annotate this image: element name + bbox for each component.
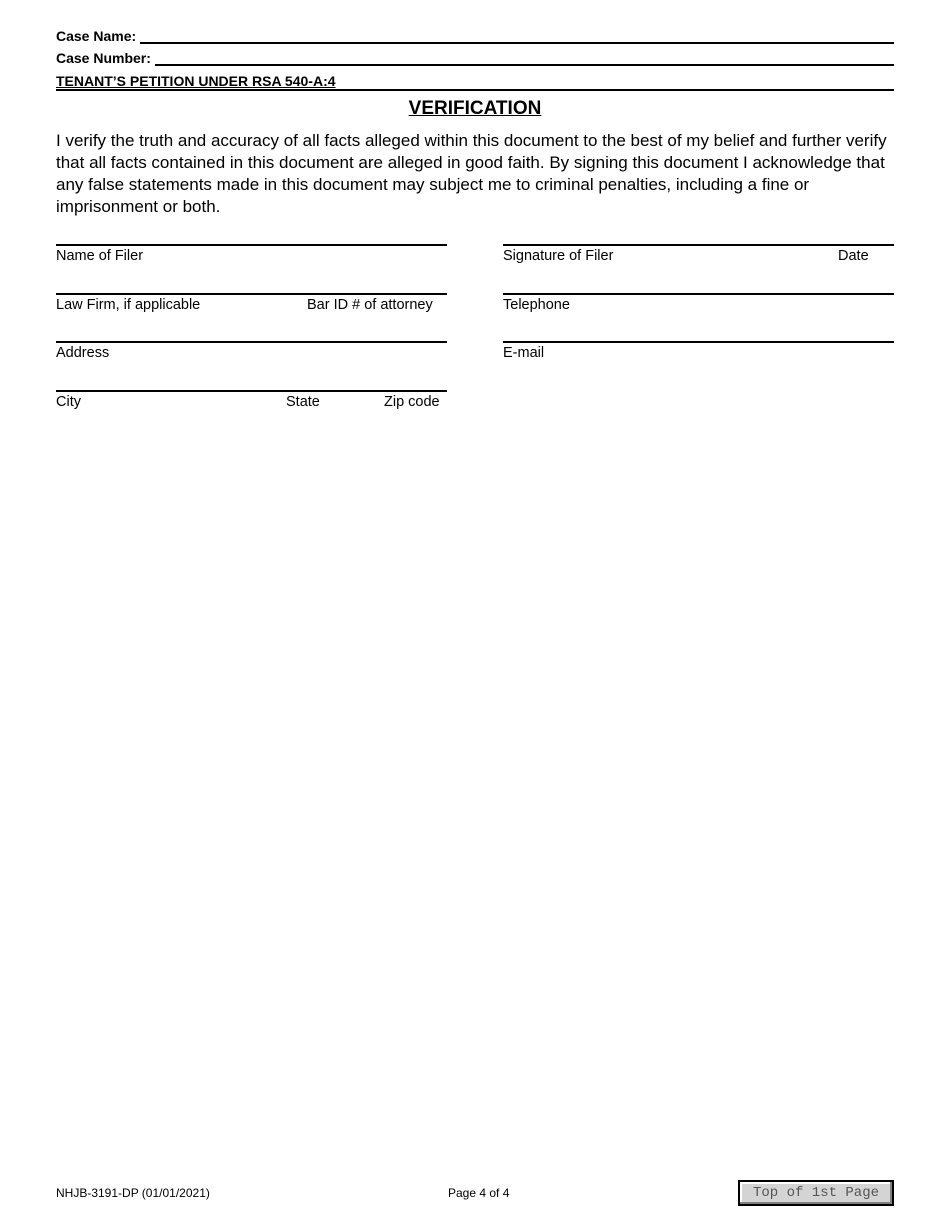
header-divider — [56, 90, 894, 91]
name-of-filer-label: Name of Filer — [56, 248, 144, 264]
law-firm-label: Law Firm, if applicable — [56, 297, 201, 313]
city-label: City — [56, 394, 81, 410]
telephone-field[interactable] — [503, 293, 894, 295]
email-label: E-mail — [503, 345, 545, 361]
zip-label: Zip code — [384, 394, 440, 410]
section-title: VERIFICATION — [408, 98, 542, 119]
verification-paragraph: I verify the truth and accuracy of all facts alleged within this document to the best of my belief and further verify that all facts contained in this document are alleged in good faith. By signing this document I acknowledge that any false statements made in this document may subject me to criminal penalties, including a fine or imprisonment or both. — [56, 131, 887, 216]
date-label: Date — [838, 248, 869, 264]
city-state-zip-field[interactable] — [56, 390, 447, 392]
signature-field[interactable] — [503, 244, 894, 246]
case-number-field[interactable] — [155, 50, 894, 66]
state-label: State — [286, 394, 320, 410]
form-id: NHJB-3191-DP (01/01/2021) — [56, 1186, 210, 1200]
case-name-field[interactable] — [140, 28, 894, 44]
bar-id-label: Bar ID # of attorney — [307, 297, 433, 313]
top-of-first-page-button[interactable]: Top of 1st Page — [738, 1180, 894, 1206]
name-of-filer-field[interactable] — [56, 244, 447, 246]
email-field[interactable] — [503, 341, 894, 343]
signature-label: Signature of Filer — [503, 248, 614, 264]
telephone-label: Telephone — [503, 297, 570, 313]
case-number-label: Case Number: — [56, 50, 151, 66]
case-number-row — [56, 50, 894, 66]
petition-title: TENANT’S PETITION UNDER RSA 540-A:4 — [56, 73, 336, 89]
address-label: Address — [56, 345, 110, 361]
law-firm-field[interactable] — [56, 293, 447, 295]
address-field[interactable] — [56, 341, 447, 343]
case-name-label: Case Name: — [56, 28, 137, 44]
petition-title-row — [56, 73, 894, 90]
case-name-row — [56, 28, 894, 44]
page-number: Page 4 of 4 — [448, 1186, 510, 1200]
